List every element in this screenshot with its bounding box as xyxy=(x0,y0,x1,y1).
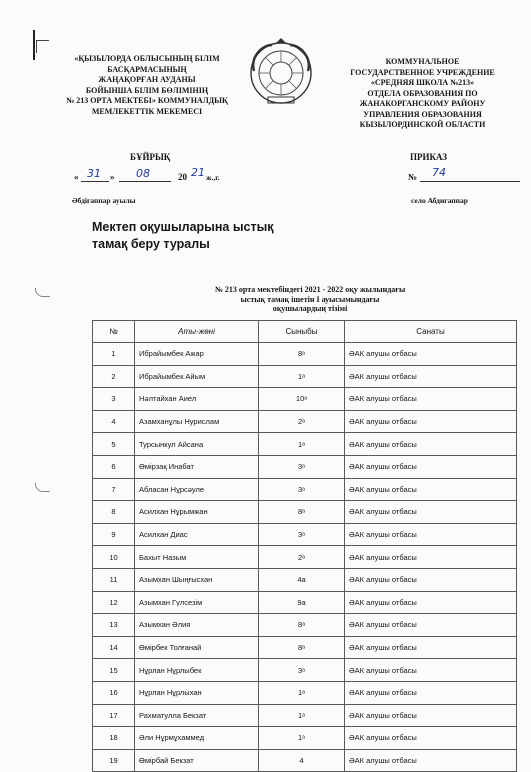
cell-grade: 1ᵃ xyxy=(259,704,345,727)
cell-name: Асилхан Диас xyxy=(135,523,259,546)
cell-grade: 3ᵃ xyxy=(259,659,345,682)
table-row xyxy=(93,455,517,478)
cell-number: 16 xyxy=(93,681,135,704)
cell-category: ӘАК алушы отбасы xyxy=(345,546,517,569)
cell-grade: 2ᵃ xyxy=(259,410,345,433)
table-row xyxy=(93,659,517,682)
punch-hole-mark xyxy=(35,288,50,297)
cell-name: Нұрлан Нұрлыбек xyxy=(135,659,259,682)
table-row xyxy=(93,614,517,637)
cell-number: 4 xyxy=(93,410,135,433)
cell-category: ӘАК алушы отбасы xyxy=(345,455,517,478)
header-right-line: «СРЕДНЯЯ ШКОЛА №213» xyxy=(370,78,475,87)
order-label-kz: БҰЙРЫҚ xyxy=(130,152,171,162)
cell-number: 8 xyxy=(93,501,135,524)
place-ru: село Абдигаппар xyxy=(411,196,468,205)
header-left-line: БОЙЫНША БІЛІМ БӨЛІМІНІҢ xyxy=(85,85,209,95)
caption-line: оқушылардың тізімі xyxy=(272,304,348,313)
table-row xyxy=(93,410,517,433)
header-right-line: УПРАВЛЕНИЯ ОБРАЗОВАНИЯ xyxy=(363,109,482,119)
order-number xyxy=(408,166,520,185)
cell-grade: 10ᵃ xyxy=(259,388,345,411)
cell-grade: 8ᵃ xyxy=(259,614,345,637)
table-row xyxy=(93,523,517,546)
cell-grade: 4 xyxy=(259,749,345,772)
cell-name: Өмірзақ Инабат xyxy=(135,455,259,478)
cell-name: Азымхан Шыңғысхан xyxy=(135,568,259,591)
table-row xyxy=(93,388,517,411)
header-right xyxy=(340,57,505,131)
cell-name: Нұрлан Нұрлыхан xyxy=(135,681,259,704)
cell-name: Рахматулла Бекзат xyxy=(135,704,259,727)
cell-grade: 3ᵃ xyxy=(259,455,345,478)
cell-name: Ибрайымбек Айым xyxy=(135,365,259,388)
cell-name: Нәлтайхан Аиел xyxy=(135,388,259,411)
table-body xyxy=(93,343,517,772)
header-name: Аты-жөні xyxy=(135,321,259,343)
cell-grade: 8ᵃ xyxy=(259,501,345,524)
cell-name: Азымхан Гүлсезім xyxy=(135,591,259,614)
cell-name: Абласан Нұрсәуле xyxy=(135,478,259,501)
cell-grade: 1ᵃ xyxy=(259,727,345,750)
header-number: № xyxy=(93,321,135,343)
cell-category: ӘАК алушы отбасы xyxy=(345,410,517,433)
cell-number: 10 xyxy=(93,546,135,569)
cell-name: Азымхан Әлия xyxy=(135,614,259,637)
table-row xyxy=(93,727,517,750)
header-left-line: БАСҚАРМАСЫНЫҢ xyxy=(107,64,187,74)
cell-category: ӘАК алушы отбасы xyxy=(345,433,517,456)
cell-name: Асилхан Нұрымжан xyxy=(135,501,259,524)
header-left-line: № 213 ОРТА МЕКТЕБІ» КОММУНАЛДЫҚ xyxy=(66,96,228,105)
number-prefix: № xyxy=(408,172,418,182)
cell-category: ӘАК алушы отбасы xyxy=(345,591,517,614)
order-label-ru: ПРИКАЗ xyxy=(410,152,448,162)
place-kz: Әбдіғаппар ауылы xyxy=(72,196,136,205)
header-right-line: ЖАНАКОРГАНСКОМУ РАЙОНУ xyxy=(359,99,486,108)
cell-category: ӘАК алушы отбасы xyxy=(345,659,517,682)
cell-category: ӘАК алушы отбасы xyxy=(345,343,517,366)
cell-category: ӘАК алушы отбасы xyxy=(345,388,517,411)
table-row xyxy=(93,749,517,772)
cell-category: ӘАК алушы отбасы xyxy=(345,749,517,772)
cell-category: ӘАК алушы отбасы xyxy=(345,501,517,524)
date-year-prefix: 20 xyxy=(178,172,187,182)
table-row xyxy=(93,636,517,659)
header-right-line: КОММУНАЛЬНОЕ xyxy=(385,57,460,66)
cell-category: ӘАК алушы отбасы xyxy=(345,568,517,591)
cell-grade: 1ᵃ xyxy=(259,681,345,704)
table-row xyxy=(93,343,517,366)
cell-number: 13 xyxy=(93,614,135,637)
date-day: 31 xyxy=(87,167,101,180)
cell-number: 2 xyxy=(93,365,135,388)
cell-name: Азамханұлы Нурислам xyxy=(135,410,259,433)
cell-grade: 1ᵃ xyxy=(259,365,345,388)
cell-number: 3 xyxy=(93,388,135,411)
cell-name: Өмірбай Бекзат xyxy=(135,749,259,772)
cell-category: ӘАК алушы отбасы xyxy=(345,636,517,659)
cell-category: ӘАК алушы отбасы xyxy=(345,523,517,546)
header-left xyxy=(52,54,242,117)
cell-category: ӘАК алушы отбасы xyxy=(345,727,517,750)
date-suffix: ж.,г. xyxy=(206,173,220,182)
cell-grade: 1ᵃ xyxy=(259,433,345,456)
header-left-line: МЕМЛЕКЕТТІК МЕКЕМЕСІ xyxy=(91,106,203,116)
cell-grade: 2ᵃ xyxy=(259,546,345,569)
header-category: Санаты xyxy=(345,321,517,343)
title-line: тамақ беру туралы xyxy=(92,237,210,251)
header-left-line: ЖАҢАҚОРҒАН АУДАНЫ xyxy=(98,75,196,84)
number-value: 74 xyxy=(432,166,446,179)
caption-line: № 213 орта мектебіндегі 2021 - 2022 оқу жылындағы xyxy=(214,285,406,294)
table-row xyxy=(93,546,517,569)
table-header-row xyxy=(93,321,517,343)
cell-category: ӘАК алушы отбасы xyxy=(345,365,517,388)
list-caption xyxy=(150,285,470,314)
table-row xyxy=(93,433,517,456)
punch-hole-mark xyxy=(35,483,50,492)
caption-line: ыстық тамақ ішетін I ауысымындағы xyxy=(240,294,380,304)
header-grade: Сыныбы xyxy=(259,321,345,343)
cell-name: Өмірбек Толғанай xyxy=(135,636,259,659)
cell-name: Әли Нұрмұхаммед xyxy=(135,727,259,750)
cell-grade: 3ᵃ xyxy=(259,478,345,501)
header-right-line: КЫЗЫЛОРДИНСКОЙ ОБЛАСТИ xyxy=(359,120,486,129)
table-row xyxy=(93,568,517,591)
binding-mark xyxy=(33,30,35,60)
document-title xyxy=(92,219,274,253)
cell-number: 1 xyxy=(93,343,135,366)
header-right-line: ОТДЕЛА ОБРАЗОВАНИЯ ПО xyxy=(367,88,478,98)
cell-name: Бахыт Назым xyxy=(135,546,259,569)
cell-name: Ибрайымбек Ажар xyxy=(135,343,259,366)
cell-number: 15 xyxy=(93,659,135,682)
cell-number: 9 xyxy=(93,523,135,546)
cell-number: 12 xyxy=(93,591,135,614)
table-row xyxy=(93,365,517,388)
cell-name: Турсынкул Айсана xyxy=(135,433,259,456)
cell-number: 14 xyxy=(93,636,135,659)
table-row xyxy=(93,591,517,614)
header-right-line: ГОСУДАРСТВЕННОЕ УЧРЕЖДЕНИЕ xyxy=(350,67,495,77)
cell-grade: 4а xyxy=(259,568,345,591)
cell-number: 11 xyxy=(93,568,135,591)
date-year: 21 xyxy=(191,166,205,179)
date-close-quote: » xyxy=(110,172,115,182)
date-open-quote: « xyxy=(74,172,79,182)
table-row xyxy=(93,501,517,524)
cell-grade: 9а xyxy=(259,591,345,614)
title-line: Мектеп оқушыларына ыстық xyxy=(92,220,274,234)
state-emblem-icon xyxy=(246,37,316,107)
cell-number: 5 xyxy=(93,433,135,456)
cell-category: ӘАК алушы отбасы xyxy=(345,681,517,704)
cell-number: 7 xyxy=(93,478,135,501)
date-month: 08 xyxy=(136,167,150,180)
table-row xyxy=(93,478,517,501)
cell-number: 19 xyxy=(93,749,135,772)
corner-mark xyxy=(36,40,49,53)
header-left-line: «ҚЫЗЫЛОРДА ОБЛЫСЫНЫҢ БІЛІМ xyxy=(74,54,220,63)
cell-category: ӘАК алушы отбасы xyxy=(345,614,517,637)
cell-number: 18 xyxy=(93,727,135,750)
cell-number: 6 xyxy=(93,455,135,478)
order-date xyxy=(74,166,244,185)
cell-grade: 8ᵃ xyxy=(259,343,345,366)
students-table xyxy=(92,320,517,772)
cell-category: ӘАК алушы отбасы xyxy=(345,478,517,501)
cell-grade: 3ᵃ xyxy=(259,523,345,546)
cell-number: 17 xyxy=(93,704,135,727)
cell-grade: 8ᵃ xyxy=(259,636,345,659)
table-row xyxy=(93,704,517,727)
table-row xyxy=(93,681,517,704)
cell-category: ӘАК алушы отбасы xyxy=(345,704,517,727)
